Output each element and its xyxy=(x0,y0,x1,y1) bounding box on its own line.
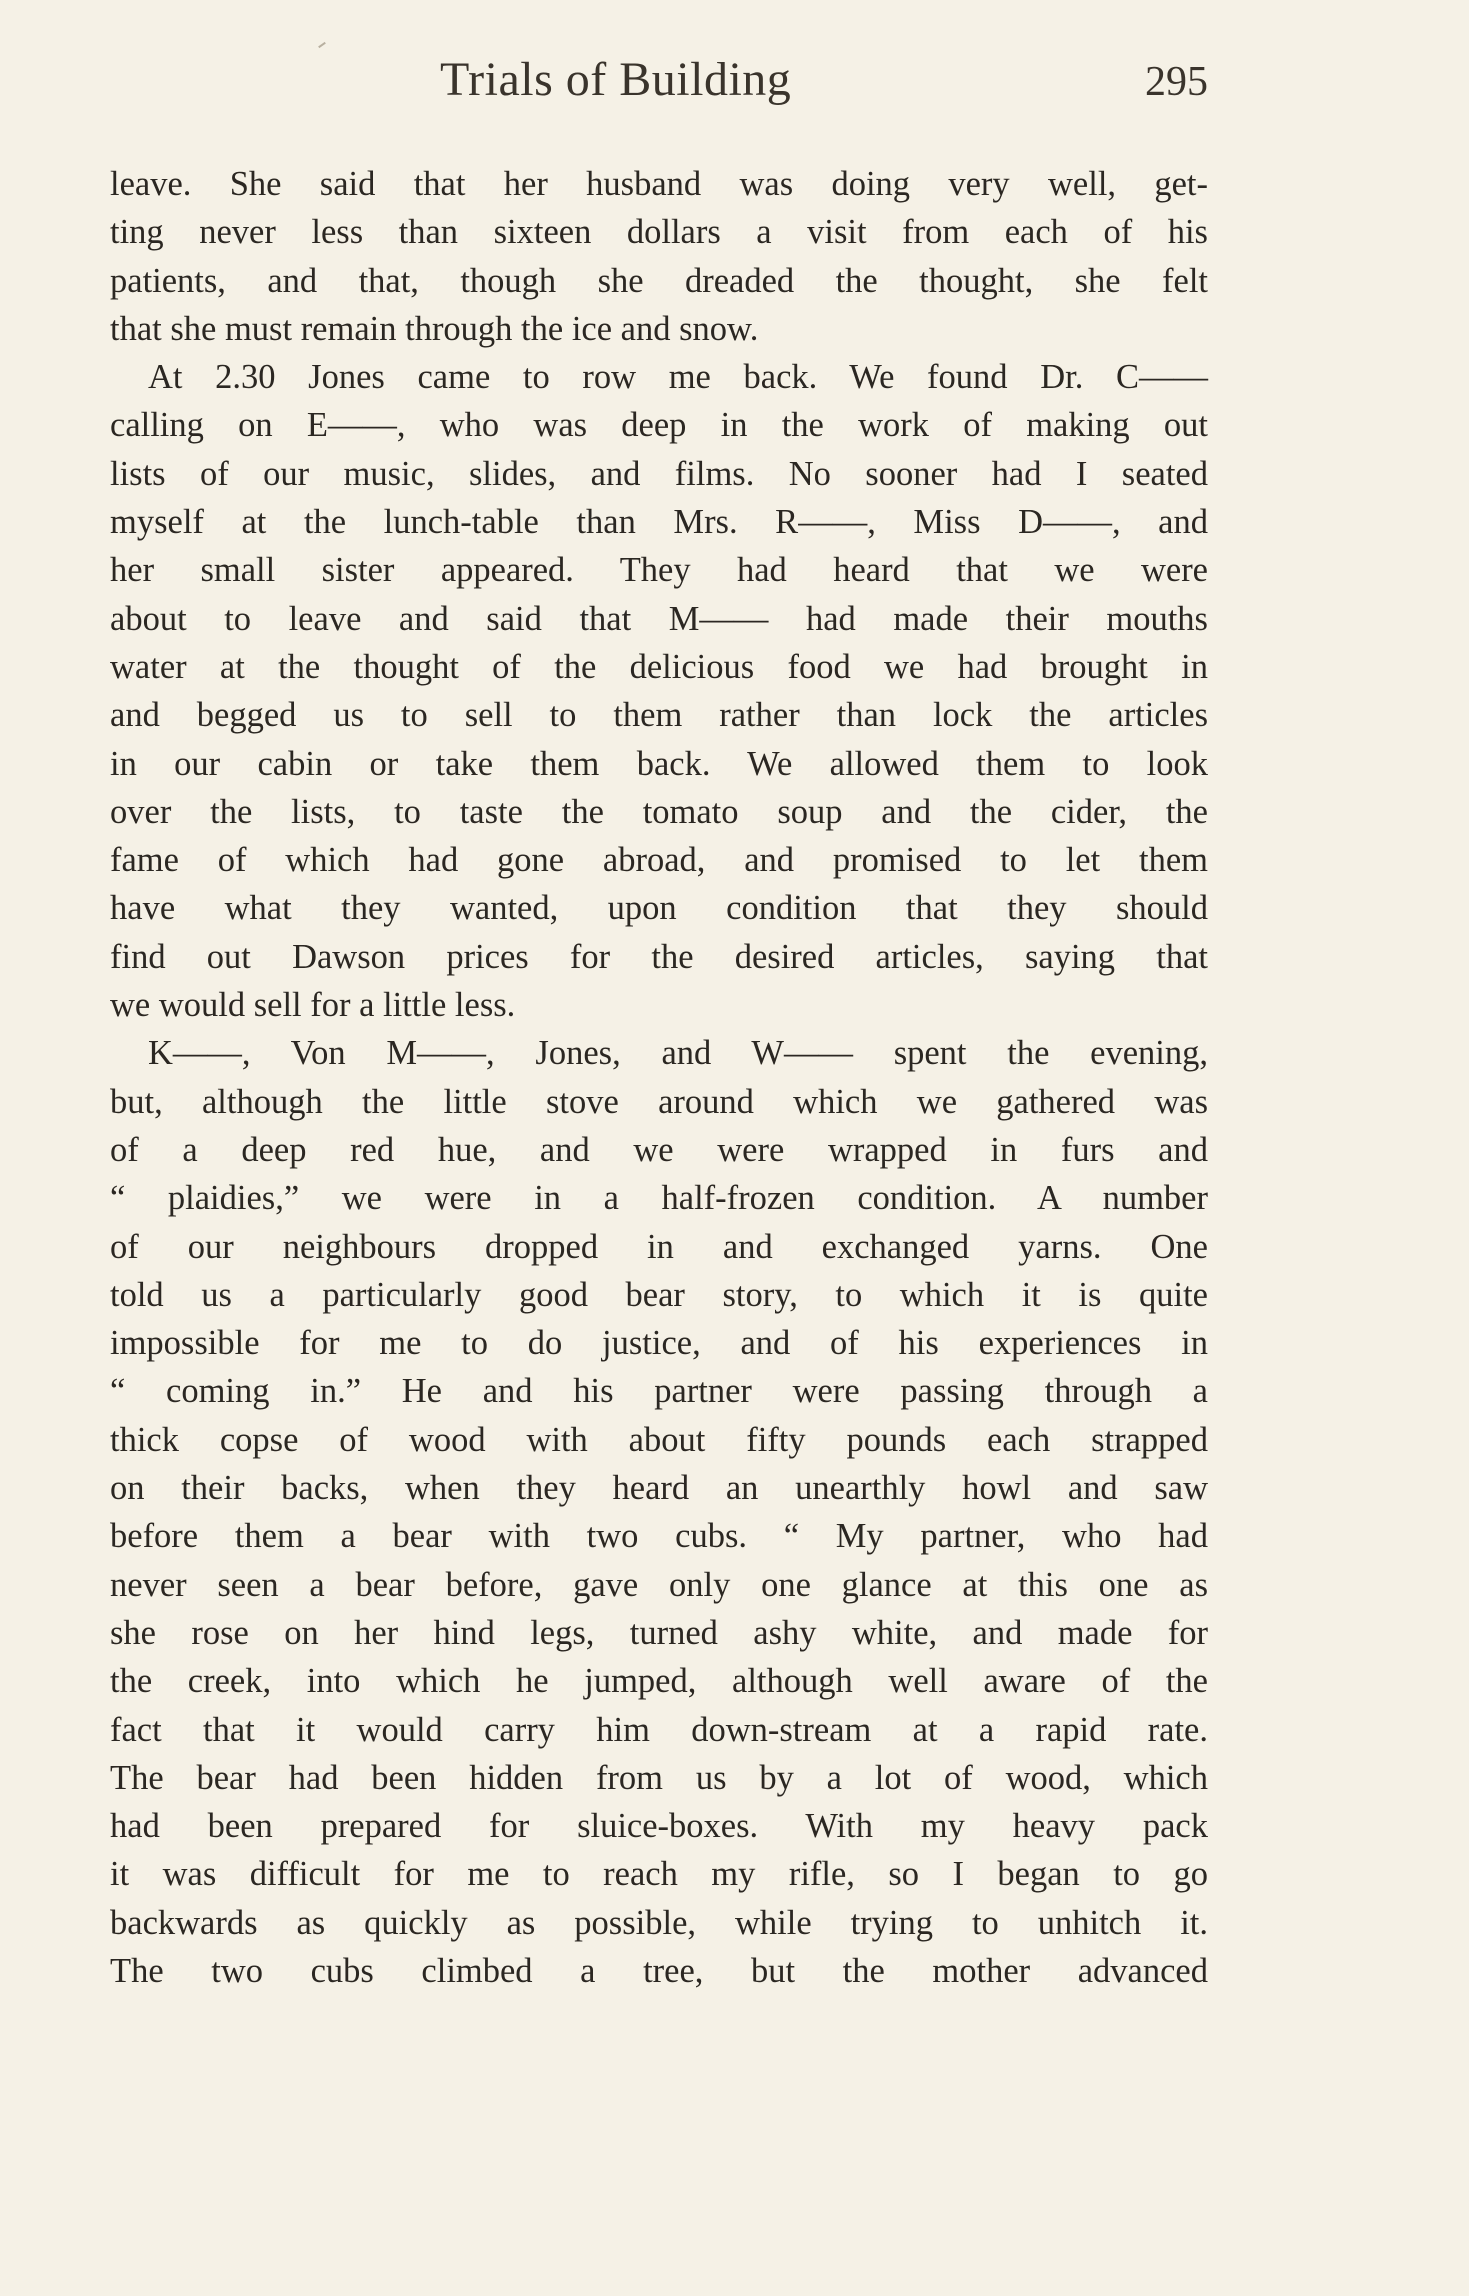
text-line: over the lists, to taste the tomato soup and the cider, the xyxy=(110,792,1208,831)
text-line: At 2.30 Jones came to row me back. We found Dr. C—— xyxy=(148,358,1208,397)
text-line: leave. She said that her husband was doing very well, get- xyxy=(110,165,1208,203)
text-line: that she must remain through the ice and snow. xyxy=(110,309,759,348)
page-number: 295 xyxy=(1145,59,1208,105)
text-line: we would sell for a little less. xyxy=(110,986,516,1025)
text-line: but, although the little stove around which we gathered was xyxy=(110,1082,1208,1121)
paper-speck xyxy=(318,42,326,48)
text-line: the creek, into which he jumped, although well aware of the xyxy=(110,1662,1208,1701)
text-line: fact that it would carry him down-stream at a rapid rate. xyxy=(110,1710,1208,1749)
text-line: calling on E——, who was deep in the work of making out xyxy=(110,406,1208,445)
text-line: her small sister appeared. They had heard that we were xyxy=(110,551,1208,590)
body-text xyxy=(110,160,1208,1995)
text-line: find out Dawson prices for the desired articles, saying that xyxy=(110,937,1208,976)
text-line: had been prepared for sluice-boxes. With my heavy pack xyxy=(110,1807,1208,1846)
text-line: of a deep red hue, and we were wrapped in furs and xyxy=(110,1130,1208,1169)
text-line: K——, Von M——, Jones, and W—— spent the evening, xyxy=(148,1034,1208,1073)
text-line: of our neighbours dropped in and exchanged yarns. One xyxy=(110,1227,1208,1266)
text-line: ting never less than sixteen dollars a visit from each of his xyxy=(110,213,1208,252)
text-line: The bear had been hidden from us by a lot of wood, which xyxy=(110,1758,1208,1797)
text-line: The two cubs climbed a tree, but the mother advanced xyxy=(110,1951,1208,1990)
text-line: backwards as quickly as possible, while trying to unhitch it. xyxy=(110,1903,1208,1942)
text-line: on their backs, when they heard an unearthly howl and saw xyxy=(110,1469,1208,1508)
page-header xyxy=(110,52,1208,112)
text-line: fame of which had gone abroad, and promised to let them xyxy=(110,841,1208,880)
text-line: water at the thought of the delicious food we had brought in xyxy=(110,647,1208,686)
text-line: about to leave and said that M—— had made their mouths xyxy=(110,599,1208,638)
text-line: told us a particularly good bear story, to which it is quite xyxy=(110,1275,1208,1314)
text-line: lists of our music, slides, and films. No sooner had I seated xyxy=(110,454,1208,493)
text-line: it was difficult for me to reach my rifle, so I began to go xyxy=(110,1855,1208,1894)
text-line: in our cabin or take them back. We allowed them to look xyxy=(110,744,1208,783)
text-line: she rose on her hind legs, turned ashy white, and made for xyxy=(110,1613,1208,1652)
text-line: never seen a bear before, gave only one glance at this one as xyxy=(110,1565,1208,1604)
text-line: and begged us to sell to them rather than lock the articles xyxy=(110,696,1208,735)
text-line: before them a bear with two cubs. “ My partner, who had xyxy=(110,1517,1208,1556)
text-line: myself at the lunch-table than Mrs. R——, Miss D——, and xyxy=(110,503,1208,542)
text-line: impossible for me to do justice, and of his experiences in xyxy=(110,1324,1208,1363)
text-line: have what they wanted, upon condition that they should xyxy=(110,889,1208,928)
text-line: thick copse of wood with about fifty pounds each strapped xyxy=(110,1420,1208,1459)
text-line: “ plaidies,” we were in a half-frozen condition. A number xyxy=(110,1179,1208,1218)
text-line: patients, and that, though she dreaded the thought, she felt xyxy=(110,261,1208,300)
text-line: “ coming in.” He and his partner were passing through a xyxy=(110,1372,1208,1411)
running-title: Trials of Building xyxy=(440,53,792,106)
